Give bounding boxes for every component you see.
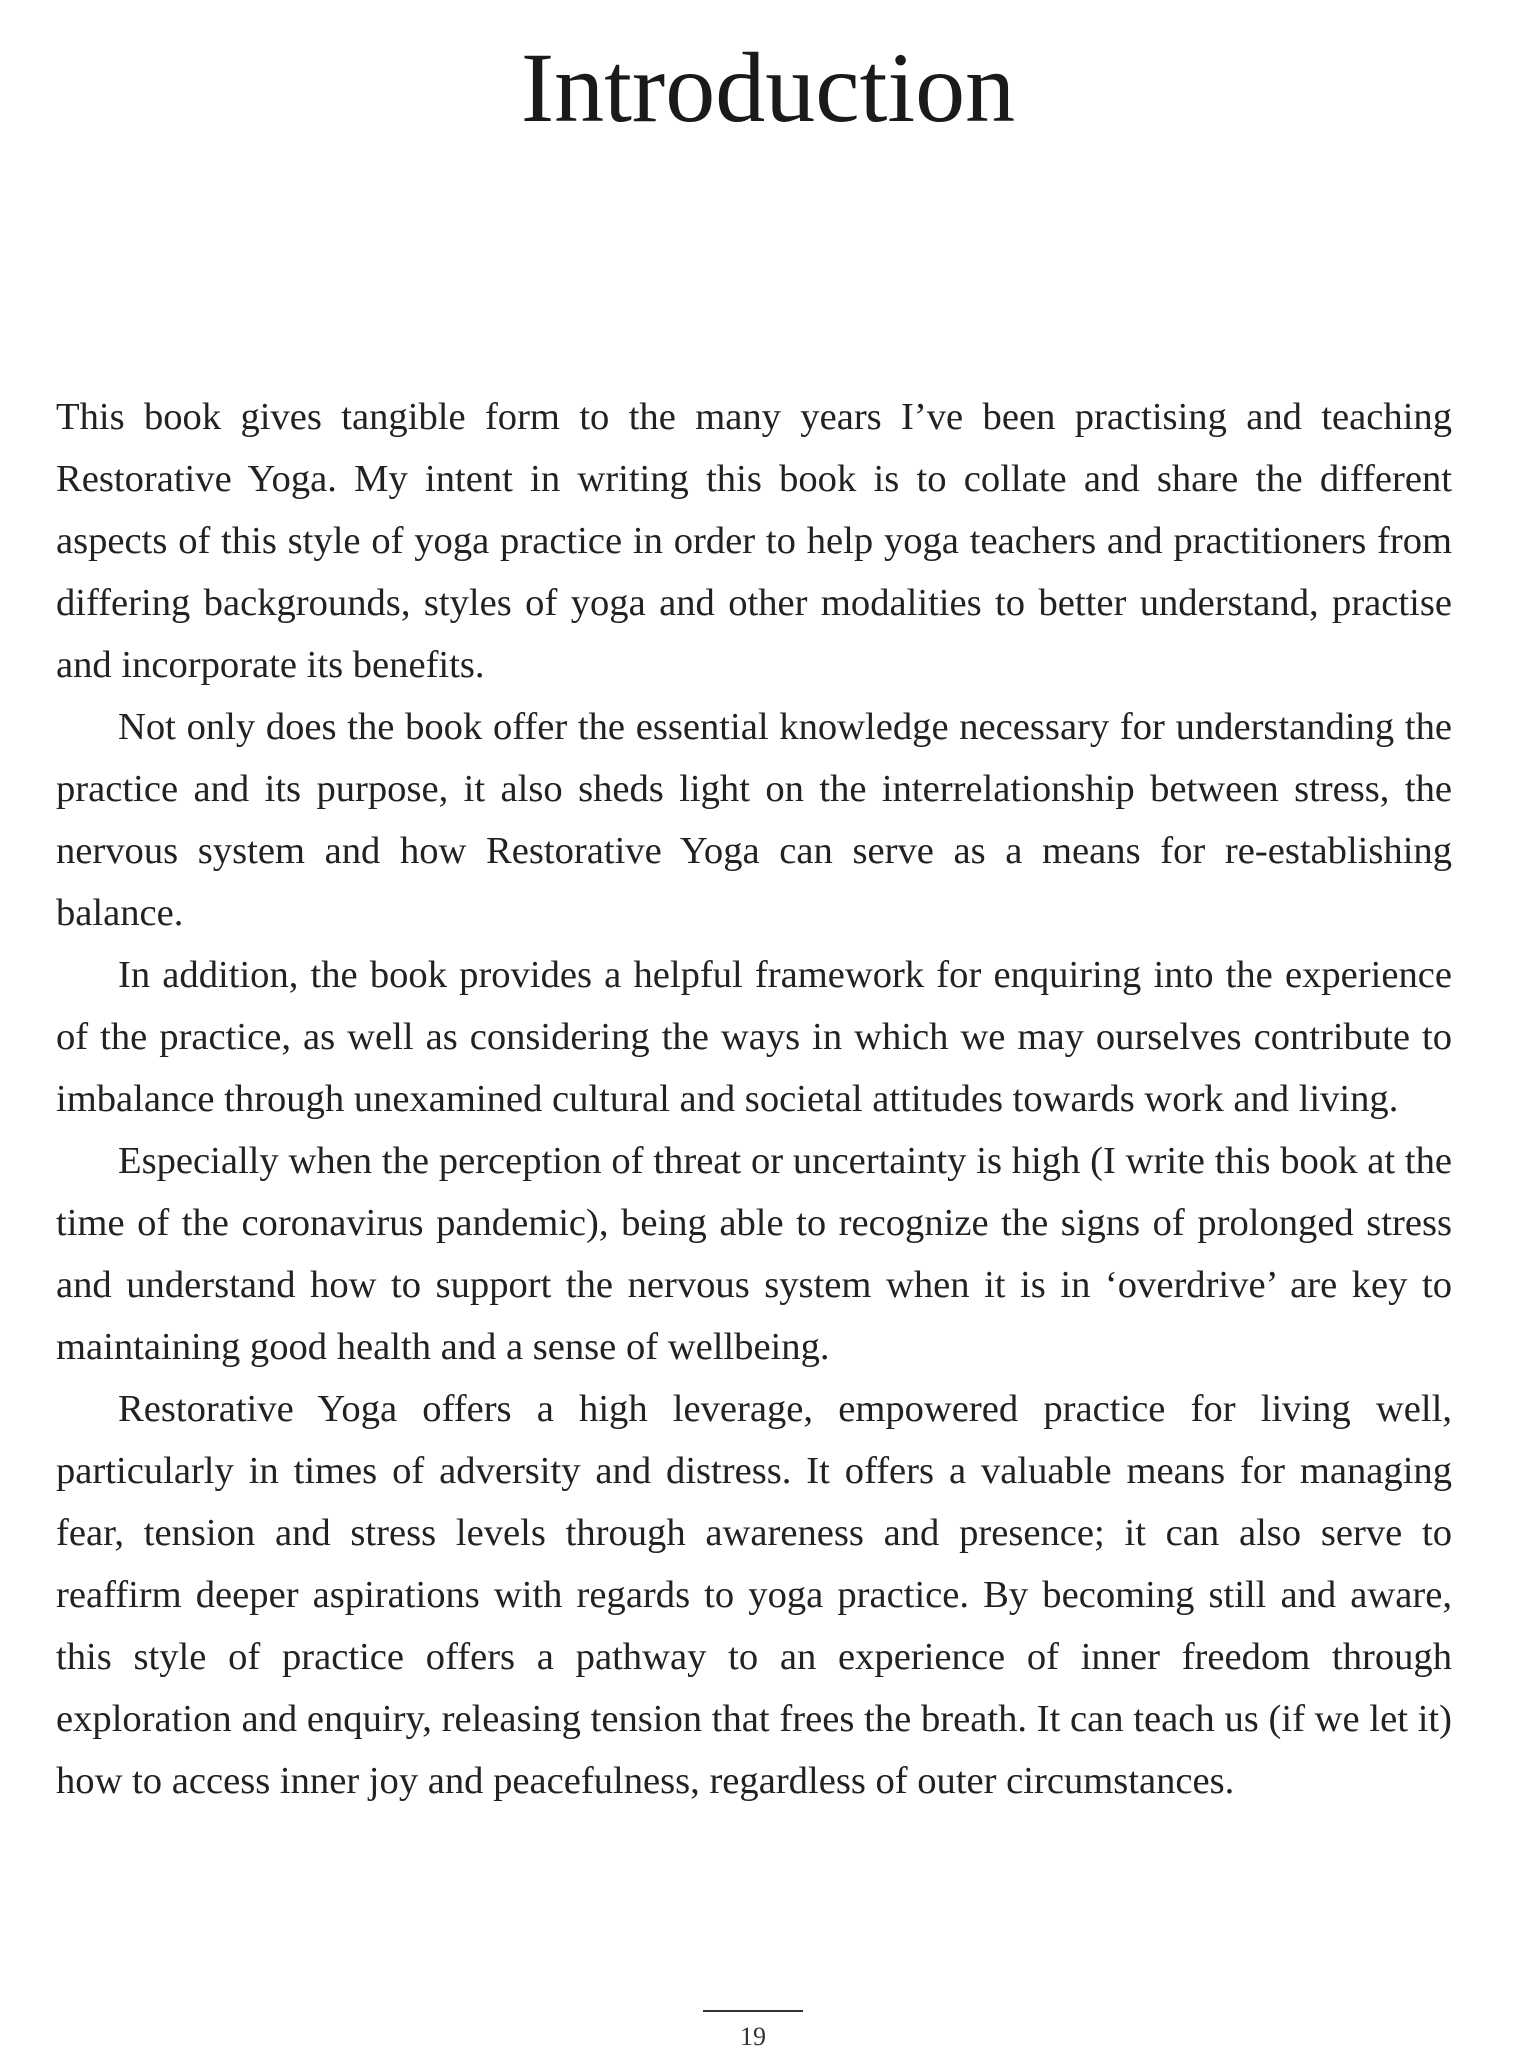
paragraph-4: Especially when the perception of threat or uncertainty is high (I write this book at the time of the coronavirus pandemic), being able to recognize the signs of prolonged stress and understand how to support the nervous system when it is in ‘overdrive’ are key to maintaining good health and a sense of wellbeing. — [56, 1140, 1452, 1368]
chapter-title: Introduction — [520, 32, 1016, 143]
page-number: 19 — [740, 2022, 766, 2051]
paragraph-5: Restorative Yoga offers a high leverage, empowered practice for living well, particularly in times of adversity and distress. It offers a valuable means for managing fear, tension and stress levels through awareness and presence; it can also serve to reaffirm deeper aspirations with regards to yoga practice. By becoming still and aware, this style of practice offers a pathway to an experience of inner freedom through exploration and enquiry, releasing tension that frees the breath. It can teach us (if we let it) how to access inner joy and peacefulness, regardless of outer circumstances. — [56, 1388, 1452, 1802]
body-text — [56, 386, 1452, 1812]
footer-rule — [703, 2010, 803, 2012]
paragraph-3: In addition, the book provides a helpful framework for enquiring into the experience of the practice, as well as considering the ways in which we may ourselves contribute to imbalance through unexamined cultural and societal attitudes towards work and living. — [56, 954, 1452, 1120]
paragraph-1: This book gives tangible form to the many years I’ve been practising and teaching Restorative Yoga. My intent in writing this book is to collate and share the different aspects of this style of yoga practice in order to help yoga teachers and practitioners from differing backgrounds, styles of yoga and other modalities to better understand, practise and incorporate its benefits. — [56, 396, 1452, 686]
paragraph-2: Not only does the book offer the essential knowledge necessary for understanding the practice and its purpose, it also sheds light on the interrelationship between stress, the nervous system and how Restorative Yoga can serve as a means for re-establishing balance. — [56, 706, 1452, 934]
